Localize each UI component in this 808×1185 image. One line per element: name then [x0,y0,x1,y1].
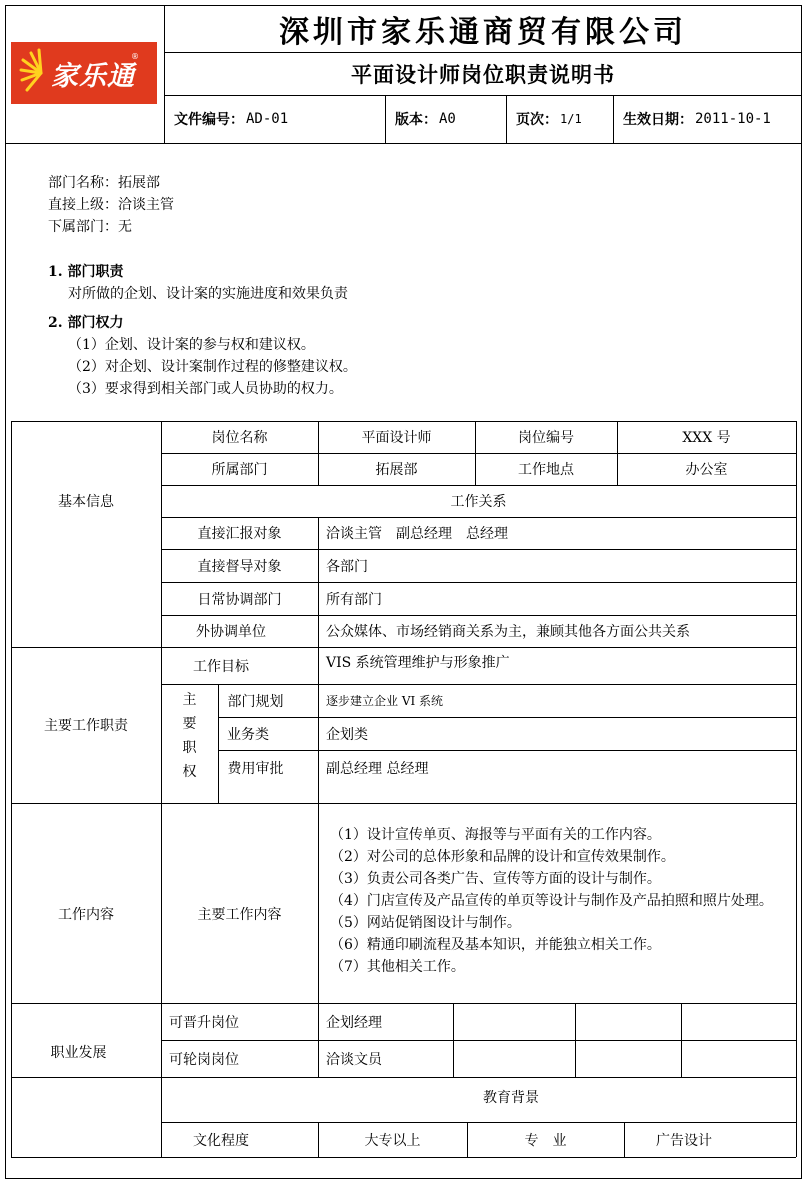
promote-label: 可晋升岗位 [169,1014,239,1031]
external-value: 公众媒体、市场经销商关系为主，兼顾其他各方面公共关系 [326,624,690,640]
dept-plan-value: 逐步建立企业 VI 系统 [326,694,444,708]
coordinate-value: 所有部门 [326,591,382,608]
coordinate-label: 日常协调部门 [197,591,282,608]
supervise-label: 直接督导对象 [197,558,282,575]
main-duties-label: 主要工作职责 [44,718,128,734]
education-level-value: 大专以上 [364,1132,421,1149]
education-header: 教育背景 [483,1090,539,1106]
rotate-value: 洽谈文员 [326,1051,382,1068]
position-no-label: 岗位编号 [518,430,574,446]
business-label: 业务类 [227,726,269,743]
dept-power-item: （3）要求得到相关部门或人员协助的权力。 [68,381,343,397]
location-label: 工作地点 [518,462,574,478]
dept-label: 所属部门 [211,462,268,478]
document-title: 平面设计师岗位职责说明书 [351,61,615,87]
file-number: 文件编号： AD-01 [174,111,289,128]
dept-duty-text: 对所做的企划、设计案的实施进度和效果负责 [68,286,348,302]
position-no-value: XXX 号 [682,430,731,446]
work-relations-header: 工作关系 [450,494,507,510]
work-content-list [330,824,773,978]
business-value: 企划类 [326,726,368,743]
report-to-label: 直接汇报对象 [197,526,282,542]
list-item: （6）精通印刷流程及基本知识，并能独立相关工作。 [330,937,661,953]
department-name: 部门名称：拓展部 [48,175,160,191]
major-label: 专 业 [524,1132,567,1149]
work-goal-label: 工作目标 [193,658,249,675]
major-value: 广告设计 [656,1132,712,1149]
dept-duty-heading: 1. 部门职责 [48,264,124,280]
list-item: （2）对公司的总体形象和品牌的设计和宣传效果制作。 [330,849,675,865]
effective-date: 生效日期： 2011-10-1 [623,111,771,128]
list-item: （3）负责公司各类广告、宣传等方面的设计与制作。 [330,871,661,887]
basic-info-label: 基本信息 [58,494,114,510]
list-item: （5）网站促销图设计与制作。 [330,915,521,931]
dept-power-item: （1）企划、设计案的参与权和建议权。 [68,337,315,353]
main-powers-label: 主 要 职 权 [182,692,197,780]
education-level-label: 文化程度 [193,1132,249,1149]
position-name-label: 岗位名称 [211,430,268,446]
dept-plan-label: 部门规划 [227,693,284,710]
dept-value: 拓展部 [375,462,418,478]
page-number: 页次： 1/1 [516,112,582,128]
career-label: 职业发展 [50,1044,107,1061]
expense-value: 副总经理 总经理 [326,761,429,777]
work-goal-value: VIS 系统管理维护与形象推广 [326,655,510,671]
promote-value: 企划经理 [326,1014,382,1031]
dept-power-item: （2）对企划、设计案制作过程的修整建议权。 [68,359,357,375]
list-item: （4）门店宣传及产品宣传的单页等设计与制作及产品拍照和照片处理。 [330,893,773,909]
logo-text: 家乐通 [51,61,135,92]
company-logo [11,42,157,104]
dept-power-heading: 2. 部门权力 [48,315,124,331]
location-value: 办公室 [685,462,728,478]
rotate-label: 可轮岗岗位 [169,1051,239,1068]
list-item: （7）其他相关工作。 [330,959,465,975]
external-label: 外协调单位 [196,624,266,640]
expense-label: 费用审批 [227,761,284,777]
report-to-value: 洽谈主管 副总经理 总经理 [326,526,508,542]
supervise-value: 各部门 [326,558,368,575]
position-name-value: 平面设计师 [361,430,432,446]
main-work-content-label: 主要工作内容 [197,907,282,923]
list-item: （1）设计宣传单页、海报等与平面有关的工作内容。 [330,827,661,843]
company-name: 深圳市家乐通商贸有限公司 [279,14,687,50]
version: 版本： A0 [395,111,456,128]
work-content-label: 工作内容 [58,907,114,923]
registered-icon: ® [131,52,139,61]
direct-superior: 直接上级：洽谈主管 [48,197,174,213]
subordinate-dept: 下属部门：无 [48,219,132,235]
